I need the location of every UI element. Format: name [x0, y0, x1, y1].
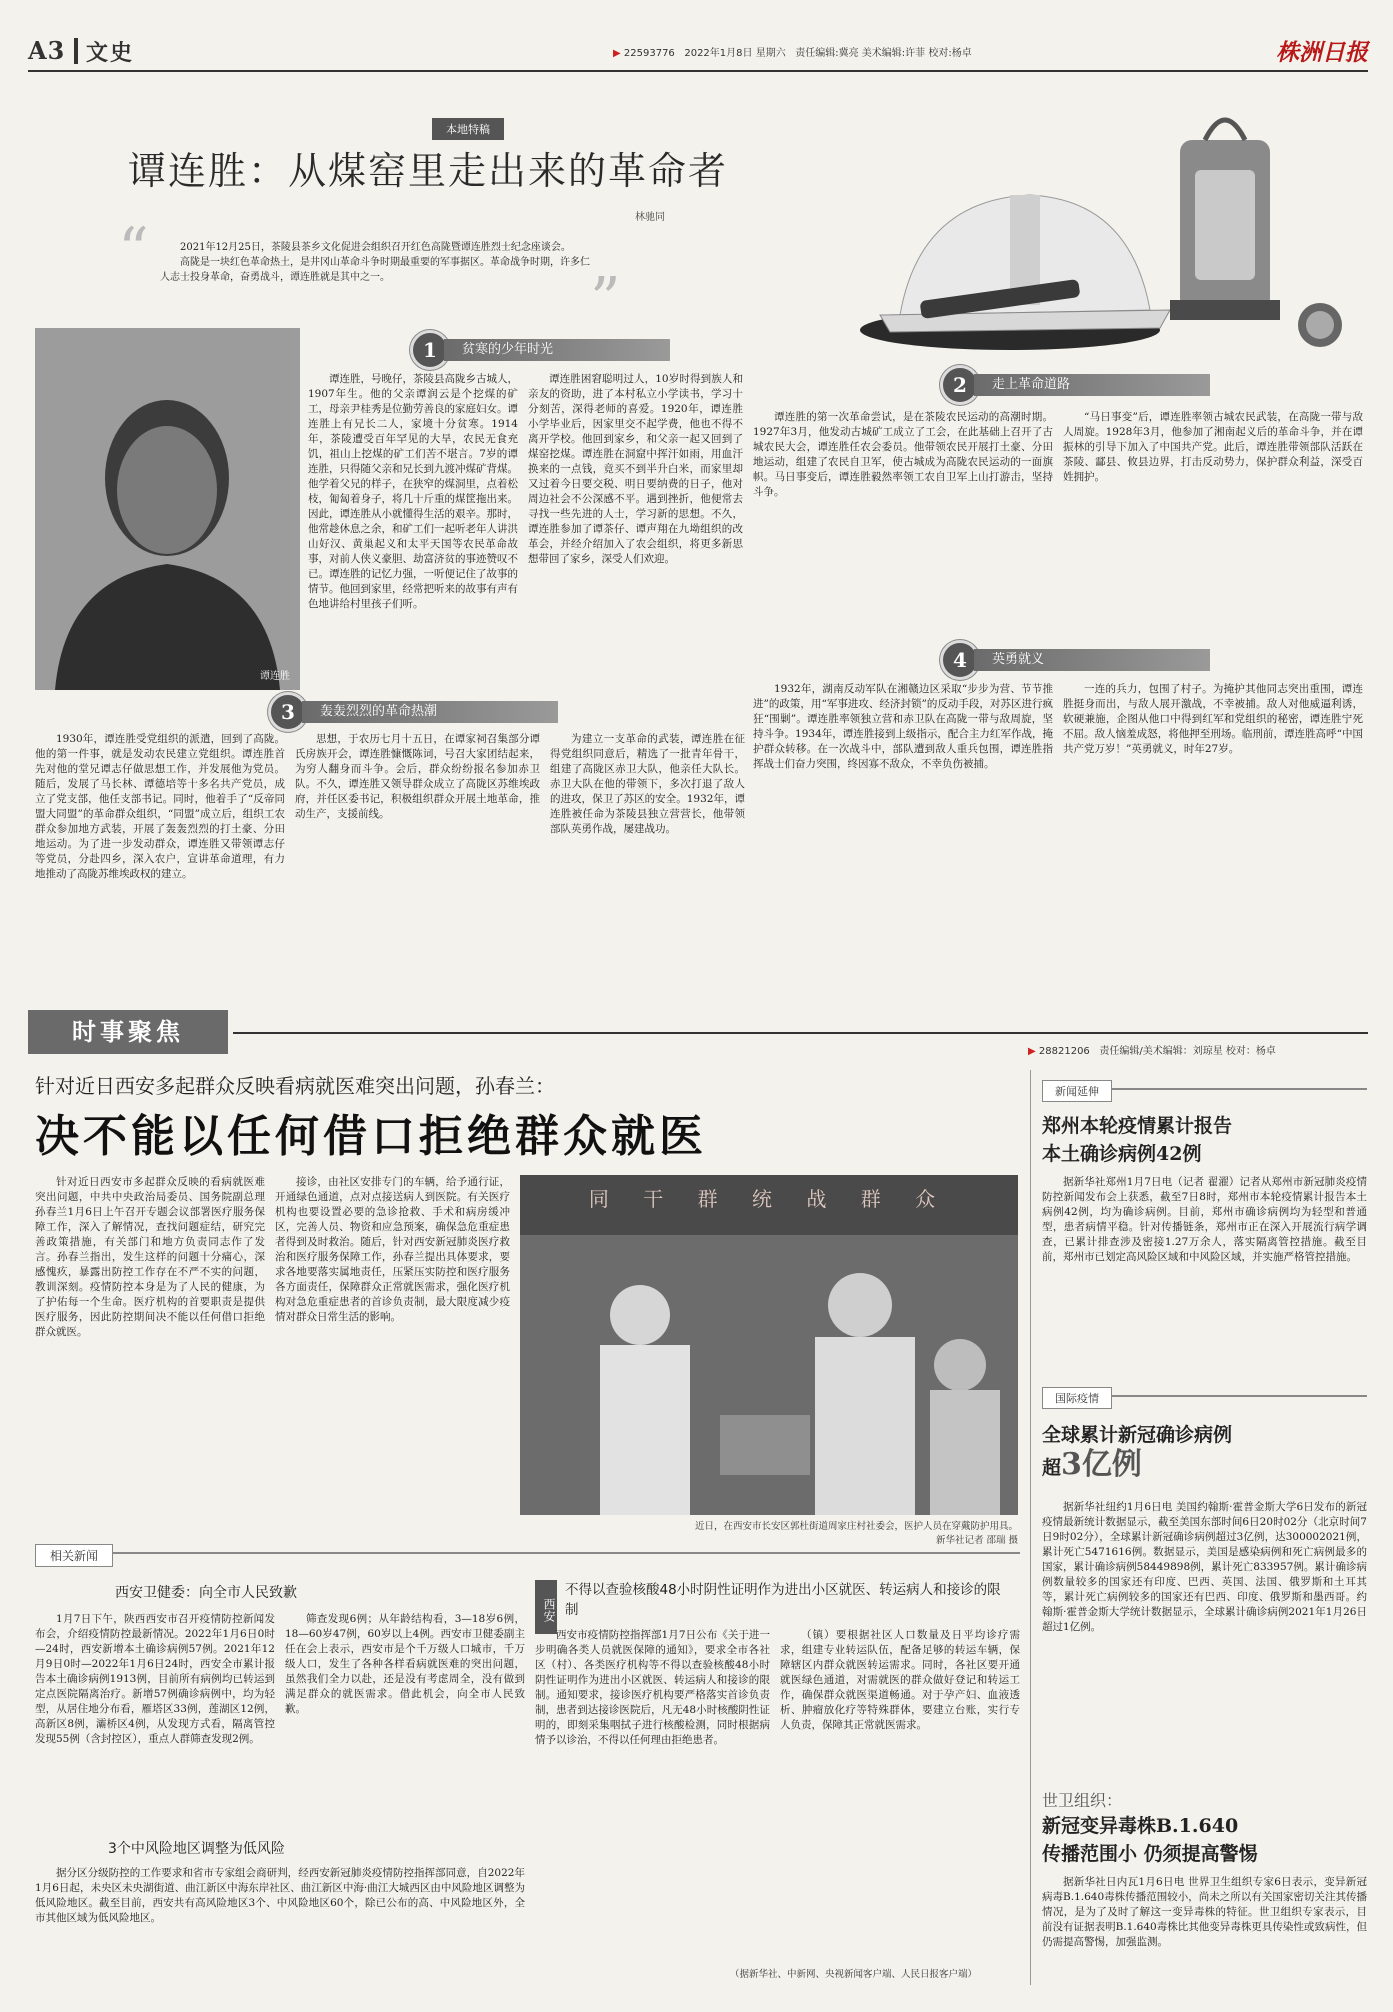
side1-column — [1042, 1175, 1367, 1365]
caption-text: 近日，在西安市长安区郭杜街道周家庄村社委会，医护人员在穿戴防护用具。 — [694, 1521, 1018, 1532]
related-news-tag: 相关新闻 — [35, 1544, 113, 1567]
side1-title: 郑州本轮疫情累计报告 本土确诊病例42例 — [1042, 1115, 1233, 1165]
news-phone: 28821206 — [1038, 1046, 1090, 1057]
section-2-header — [940, 365, 1210, 405]
feature-column — [753, 682, 1053, 992]
page-number: A3 — [28, 36, 66, 65]
paragraph: 针对近日西安市多起群众反映的看病就医难突出问题，中共中央政治局委员、国务院副总理孙春兰1月6日上午召开专题会议部署医疗服务保障工作，深入了解情况，查找问题症结，研究完善政策措施，有关部门和地方负责同志作了发言。孙春兰指出，发生这样的问题十分痛心，深感愧疚，暴露出防控工作存在不严不实的问题，教训深刻。疫情防控本身是为了人民的健康，为了护佑每一个生命。医疗机构的首要职责是提供医疗服务，因此防控期间决不能以任何借口拒绝群众就医。 — [35, 1176, 265, 1338]
header-rule — [28, 70, 1368, 72]
mining-illustration — [860, 100, 1370, 360]
section-number: 1 — [410, 330, 450, 370]
feature-column — [753, 410, 1053, 632]
news-column — [35, 1175, 265, 1520]
paragraph: 据分区分级防控的工作要求和省市专家组会商研判，经西安新冠肺炎疫情防控指挥部同意，自2022年1月6日起，未央区未央湖街道、曲江新区中海东岸社区、曲江新区中海·曲江大城西区由中风险地区调整为低风险地区。截至目前，西安共有高风险地区3个、中风险地区60个，除已公布的高、中风险地区外，全市其他区域为低风险地区。 — [35, 1867, 525, 1924]
intro-paragraph: 高陇是一块红色革命热土，是井冈山革命斗争时期最重要的军事据区。革命战争时期，许多仁人志士投身革命，奋勇战斗，谭连胜就是其中之一。 — [160, 257, 590, 283]
paragraph: 一连的兵力，包围了村子。为掩护其他同志突出重围，谭连胜挺身而出，与敌人展开激战，不幸被捕。敌人对他威逼利诱，软硬兼施，企图从他口中得到红军和党组织的秘密，谭连胜宁死不屈。敌人恼羞成怒，将他押至刑场。临刑前，谭连胜高呼“中国共产党万岁！”英勇就义，时年27岁。 — [1063, 683, 1363, 755]
fire-icon: ▶ — [1028, 1046, 1036, 1057]
feature-column — [1063, 682, 1363, 992]
section-3-header — [268, 692, 558, 732]
caption-credit: 新华社记者 邵瑞 摄 — [935, 1535, 1018, 1546]
sub3-side-tag: 西安 — [535, 1580, 557, 1634]
helmet-lantern-icon — [860, 100, 1370, 360]
portrait-figure — [35, 328, 300, 690]
issue-date: 2022年1月8日 星期六 — [684, 48, 786, 59]
side2-title-prefix: 超 — [1042, 1457, 1062, 1479]
photo-caption: 谭连胜 — [260, 671, 290, 682]
section-4-header — [940, 640, 1210, 680]
header-divider — [74, 38, 78, 64]
section-number: 3 — [268, 692, 308, 732]
paragraph: 西安市疫情防控指挥部1月7日公布《关于进一步明确各类人员就医保障的通知》，要求全市各社区（村）、各类医疗机构等不得以查验核酸48小时阴性证明作为进出小区就医、转运病人和接诊的限制。通知要求，接诊医疗机构要严格落实首诊负责制，患者到达接诊医院后，凡无48小时核酸阴性证明的，即刻采集咽拭子进行核酸检测，同时根据病情予以诊治，不得以任何理由拒绝患者。 — [535, 1629, 770, 1746]
feature-column — [1063, 410, 1363, 632]
paragraph: 谭连胜的第一次革命尝试，是在茶陵农民运动的高潮时期。1927年3月，他发动古城矿工成立了工会，在此基础上召开了古城农民大会，谭连胜任农会委员。他带领农民开展打土豪、分田地运动，组建了农民自卫军，使古城成为高陇农民运动的一面旗帜。马日事变后，谭连胜毅然率领工农自卫军上山打游击，坚持斗争。 — [753, 411, 1053, 498]
section-title: 轰轰烈烈的革命热潮 — [302, 701, 558, 723]
paragraph: 1930年，谭连胜受党组织的派遣，回到了高陇。他的第一件事，就是发动农民建立党组织。谭连胜首先对他的堂兄谭志仔做思想工作，并发展他为党员。随后，发展了马长林、谭德培等十多名共产党员，成立了党支部，他任支部书记。同时，他着手了“反帝同盟大同盟”的革命群众组织，“同盟”成立后，组织工农群众参加地方武装，开展了轰轰烈烈的打土豪、分田地运动。为了进一步发动群众，谭连胜又带领谭志仔等党员，分赴四乡，深入农户，宣讲革命道理，有力地推动了高陇苏维埃政权的建立。 — [35, 733, 285, 880]
news-header — [28, 1006, 1368, 1058]
side2-tag: 国际疫情 — [1042, 1387, 1112, 1409]
side3-tag: 世卫组织： — [1042, 1791, 1123, 1810]
section-label: 文史 — [86, 41, 135, 66]
section-1-header — [410, 330, 670, 370]
paragraph: 为建立一支革命的武装，谭连胜在征得党组织同意后，精选了一批青年骨干，组建了高陇区赤卫大队，他亲任大队长。赤卫大队在他的带领下，多次打退了敌人的进攻，保卫了苏区的安全。1932年，谭连胜被任命为茶陵县独立营营长，他带领部队英勇作战，屡建战功。 — [550, 733, 745, 835]
sub3-column — [780, 1628, 1020, 1953]
paragraph: 1月7日下午，陕西西安市召开疫情防控新闻发布会，介绍疫情防控最新情况。2022年1月6日0时—24时，西安新增本土确诊病例57例。2021年12月9日0时—2022年1月6日24时，西安全市累计报告本土确诊病例1913例，目前所有病例均已转运到定点医院隔离治疗。新增57例确诊病例中，均为轻型，从居住地分布看，雁塔区33例，莲湖区12例，高新区8例，灞桥区4例，从发现方式看，隔离管控发现55例（含封控区），重点人群筛查发现2例。 — [35, 1613, 275, 1745]
side2-title-line: 全球累计新冠确诊病例 — [1042, 1424, 1233, 1446]
feature-title: 谭连胜：从煤窑里走出来的革命者 — [128, 149, 729, 193]
feature-author: 林驰同 — [635, 212, 665, 223]
news-editors: 责任编辑/美术编辑：刘琼星 校对：杨卓 — [1099, 1046, 1276, 1057]
close-quote-icon: ” — [590, 265, 621, 335]
feature-column — [308, 372, 518, 692]
header-meta — [613, 44, 972, 59]
side2-title — [1042, 1420, 1367, 1483]
feature-tag: 本地特稿 — [432, 118, 504, 140]
related-rule — [35, 1552, 1020, 1554]
paragraph: 谭连胜困窘聪明过人，10岁时得到族人和亲友的资助，进了本村私立小学读书，学习十分刻苦，深得老师的喜爱。1920年，谭连胜小学毕业后，因家里交不起学费，他也不得不离开学校。他回到家乡，和父亲一起又回到了煤窑挖煤。谭连胜在洞窟中挥汗如雨，用血汗换来的一点钱，竟买不到半升白米，而家里却又过着今日要交税、明日要纳费的日子，他对周边社会不公深感不平。遇到挫折，他便常去寻找一些先进的人士，学习新的思想。不久，谭连胜参加了谭茶仔、谭声翔在九坳组织的改革会，并经介绍加入了农会组织，将更多新思想带回了家乡，深受人们欢迎。 — [528, 373, 743, 565]
paragraph: 据新华社日内瓦1月6日电 世界卫生组织专家6日表示，变异新冠病毒B.1.640毒株传播范围较小，尚未之所以有关国家密切关注其传播情况，是为了及时了解这一变异毒株的特征。世卫组织专家表示，目前没有证据表明B.1.640毒株比其他变异毒株更具传染性或致病性，但仍需提高警惕，加强监测。 — [1042, 1876, 1367, 1948]
news-column — [275, 1175, 510, 1520]
paragraph: 据新华社纽约1月6日电 美国约翰斯·霍普金斯大学6日发布的新冠疫情最新统计数据显示，截至美国东部时间6日20时02分（北京时间7日9时02分），全球累计新冠确诊病例超过3亿例，达300002021例，累计死亡5471616例。数据显示，美国是感染病例和死亡病例最多的国家，累计确诊病例58449898例，累计死亡833957例。累计确诊病例数量较多的国家还有印度、巴西、英国、法国、俄罗斯和土耳其等，累计死亡病例较多的国家还有巴西、印度、俄罗斯和墨西哥。约翰斯·霍普金斯大学统计数据显示，全球累计确诊病例2021年1月26日超过1亿例。 — [1042, 1501, 1367, 1633]
feature-column — [550, 732, 745, 992]
section-number: 2 — [940, 365, 980, 405]
sub1-title: 西安卫健委：向全市人民致歉 — [115, 1585, 297, 1601]
news-photo-caption — [520, 1520, 1018, 1548]
phone-number: 22593776 — [623, 48, 675, 59]
feature-column — [35, 732, 285, 992]
news-section-title: 时事聚焦 — [28, 1010, 228, 1054]
sidebar-divider — [1030, 1070, 1031, 1985]
open-quote-icon: “ — [118, 215, 149, 285]
page-header — [28, 34, 1368, 72]
sub3-column — [535, 1628, 770, 1968]
news-header-rule — [233, 1032, 1368, 1034]
news-headline: 决不能以任何借口拒绝群众就医 — [35, 1111, 707, 1162]
news-photo — [520, 1175, 1018, 1515]
photo-banner-text: 同 干 群 统 战 群 众 — [588, 1187, 950, 1211]
paragraph: 谭连胜，号晚仔，茶陵县高陇乡古城人，1907年生。他的父亲谭润云是个挖煤的矿工，母亲尹桂秀是位勤劳善良的家庭妇女。谭连胜上有兄长二人，家境十分贫寒。1914年，茶陵遭受百年罕见的大旱，农民无食充饥，祖山上挖煤的矿工们苦不堪言。7岁的谭连胜，只得随父亲和兄长到九渡冲煤矿背煤。他学着父兄的样子，在狭窄的煤洞里，点着松枝，匍匐着身子，将几十斤重的煤筐拖出来。因此，谭连胜从小就懂得生活的艰辛。那时，他常趁休息之余，和矿工们一起听老年人讲洪山好汉、黄巢起义和太平天国等农民革命故事，对前人侠义豪胆、劫富济贫的事迹赞叹不已。谭连胜的记忆力强，一听便记住了故事的情节。他回到家里，经常把听来的故事有声有色地讲给村里孩子们听。 — [308, 373, 518, 610]
side3-column — [1042, 1875, 1367, 1987]
paragraph: 接诊，由社区安排专门的车辆，给予通行证，开通绿色通道，点对点接送病人到医院。有关医疗机构也要设置必要的急诊抢救、手术和病房缓冲区，完善人员、物资和应急预案，确保急危重症患者得到及时救治。随后，针对西安新冠肺炎医疗救治和医疗服务保障工作，孙春兰提出具体要求，要求各地要落实属地责任，压紧压实防控和医疗服务各方面责任，保障群众正常就医需求，强化医疗机构对急危重症患者的首诊负责制，最大限度减少疫情对群众日常生活的影响。 — [275, 1176, 510, 1323]
paragraph: “马日事变”后，谭连胜率领古城农民武装，在高陇一带与敌人周旋。1928年3月，他参加了湘南起义后的革命斗争，并在谭振林的引导下加入了中国共产党。此后，谭连胜带领部队活跃在茶陵、酃县、攸县边界，打击反动势力，保护群众利益，深受百姓拥护。 — [1063, 411, 1363, 483]
fire-icon: ▶ — [613, 48, 621, 59]
news-kicker: 针对近日西安多起群众反映看病就医难突出问题，孙春兰： — [35, 1074, 555, 1098]
feature-column — [295, 732, 540, 992]
sub3-title: 不得以查验核酸48小时阴性证明作为进出小区就医、转运病人和接诊的限制 — [565, 1582, 1001, 1618]
side3-title: 新冠变异毒株B.1.640 传播范围小 仍须提高警惕 — [1042, 1815, 1258, 1865]
sub3-source: （据新华社、中新网、央视新闻客户端、人民日报客户端） — [730, 1969, 978, 1980]
section-title: 走上革命道路 — [974, 374, 1210, 396]
paragraph: 1932年，湖南反动军队在湘赣边区采取“步步为营、节节推进”的政策，用“军事进攻、经济封锁”的反动手段，对苏区进行疯狂“围剿”。谭连胜率领独立营和赤卫队在高陇一带与敌周旋，坚持斗争。1934年，谭连胜接到上级指示，配合主力红军作战，掩护群众转移。在一次战斗中，部队遭到敌人重兵包围，谭连胜指挥战士们奋力突围，终因寡不敌众，不幸负伤被捕。 — [753, 683, 1053, 770]
medical-staff-photo — [520, 1175, 1018, 1515]
feature-intro — [160, 240, 590, 300]
paragraph: 筛查发现6例；从年龄结构看，3—18岁6例，18—60岁47例，60岁以上4例。西安市卫健委副主任在会上表示，西安市是个千万级人口城市，千万级人口，发生了各种各样看病就医难的突出问题，虽然我们全力以赴，还是没有考虑周全，没有做到满足群众的就医需求。借此机会，向全市人民致歉。 — [285, 1613, 525, 1715]
side2-title-line — [1042, 1447, 1367, 1483]
section-title: 贫寒的少年时光 — [444, 339, 670, 361]
masthead-logo: 株洲日报 — [1276, 39, 1368, 66]
side2-title-number: 3亿例 — [1061, 1447, 1142, 1482]
sub1-column — [285, 1612, 525, 1827]
section-number: 4 — [940, 640, 980, 680]
editor-credits: 责任编辑:冀亮 美术编辑:许菲 校对:杨卓 — [795, 48, 972, 59]
intro-paragraph: 2021年12月25日，茶陵县茶乡文化促进会组织召开红色高陇暨谭连胜烈士纪念座谈会。 — [180, 242, 571, 253]
paragraph: 思想，于农历七月十五日，在谭家祠召集部分谭氏房族开会，谭连胜慷慨陈词，号召大家团结起来，为穷人翻身而斗争。会后，群众纷纷报名参加赤卫队。不久，谭连胜又领导群众成立了高陇区苏维埃政府，并任区委书记，积极组织群众开展土地革命，推动生产，支援前线。 — [295, 733, 540, 820]
news-header-meta — [1028, 1042, 1276, 1057]
paragraph: 据新华社郑州1月7日电（记者 翟濯）记者从郑州市新冠肺炎疫情防控新闻发布会上获悉，截至7日8时，郑州市本轮疫情累计报告本土病例42例，均为确诊病例。目前，郑州市确诊病例均为轻型和普通型，患者病情平稳。针对传播链条，郑州市正在深入开展流行病学调查，已累计排查涉及密接1.27万余人，落实隔离管控措施。截至目前，郑州市已划定高风险区域和中风险区域，并实施严格管控措施。 — [1042, 1176, 1367, 1263]
side2-column — [1042, 1500, 1367, 1770]
feature-column — [528, 372, 743, 692]
sub1-column — [35, 1612, 275, 1827]
side1-tag: 新闻延伸 — [1042, 1080, 1112, 1102]
paragraph: （镇）要根据社区人口数量及日平均诊疗需求，组建专业转运队伍，配备足够的转运车辆，保障辖区内群众就医转运需求。同时，各社区要开通就医绿色通道，对需就医的群众做好登记和转运工作，确保群众就医渠道畅通。对于孕产妇、血液透析、肿瘤放化疗等特殊群体，要建立台账，实行专人负责，保障其正常就医需求。 — [780, 1629, 1020, 1731]
sub2-title: 3个中风险地区调整为低风险 — [108, 1841, 285, 1857]
section-title: 英勇就义 — [974, 649, 1210, 671]
portrait-photo — [35, 328, 300, 690]
sub2-column — [35, 1866, 525, 1984]
